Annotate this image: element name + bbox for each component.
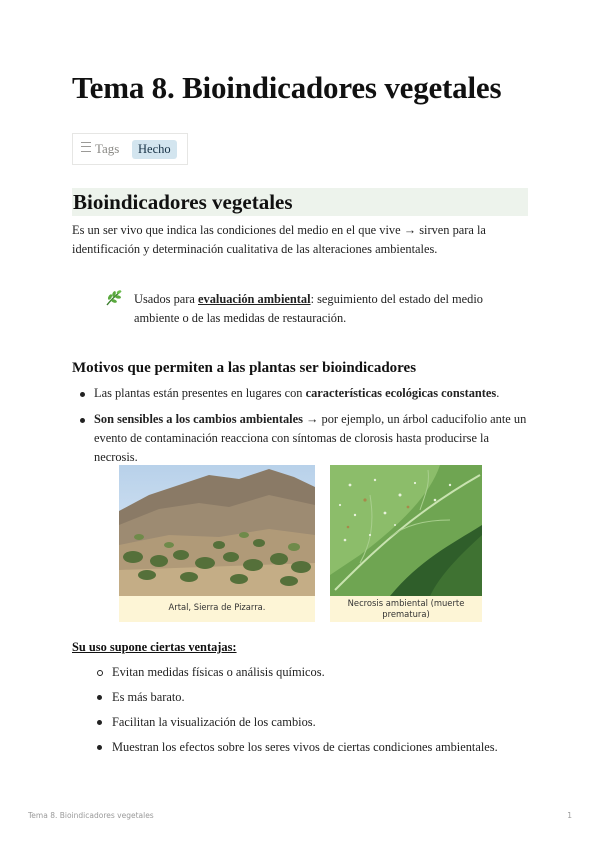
section-heading: Bioindicadores vegetales <box>72 188 528 216</box>
callout-text: Usados para evaluación ambiental: seguimiento del estado del medio ambiente o de las medidas de restauración. <box>134 292 483 325</box>
list-item: Son sensibles a los cambios ambientales → por ejemplo, un árbol caducifolio ante un evento de contaminación reacciona con síntomas de clorosis hasta producirse la necrosis. <box>72 410 532 467</box>
tags-label: Tags <box>81 141 119 157</box>
figure-caption: Necrosis ambiental (muerte prematura) <box>347 598 465 619</box>
list-item: Es más barato. <box>92 688 532 707</box>
figure-necrosis <box>330 465 482 622</box>
figure-artal <box>119 465 315 622</box>
motives-heading: Motivos que permiten a las plantas ser bioindicadores <box>72 360 417 376</box>
footer-page-number: 1 <box>567 811 572 820</box>
figure-caption: Artal, Sierra de Pizarra. <box>168 602 266 612</box>
definition-paragraph: Es un ser vivo que indica las condiciones del medio en el que vive → sirven para la identificación y determinación cualitativa de las alteraciones ambientales. <box>72 223 486 256</box>
advantages-list <box>92 663 532 757</box>
leaf-photo <box>330 465 482 596</box>
page-title: Tema 8. Bioindicadores vegetales <box>72 70 502 105</box>
list-item: Facilitan la visualización de los cambios. <box>92 713 532 732</box>
list-item: Las plantas están presentes en lugares con características ecológicas constantes. <box>72 384 532 403</box>
tag-hecho[interactable]: Hecho <box>132 140 177 159</box>
tags-property <box>72 133 188 165</box>
advantages-heading: Su uso supone ciertas ventajas: <box>72 640 237 654</box>
motives-list <box>72 384 532 467</box>
callout-bold: evaluación ambiental <box>198 292 311 306</box>
list-icon <box>81 142 91 152</box>
footer-doc-title: Tema 8. Bioindicadores vegetales <box>28 811 154 820</box>
leaf-icon <box>104 288 124 308</box>
list-item: Evitan medidas físicas o análisis químicos. <box>92 663 532 682</box>
mountain-photo <box>119 465 315 596</box>
list-item: Muestran los efectos sobre los seres vivos de ciertas condiciones ambientales. <box>92 738 532 757</box>
